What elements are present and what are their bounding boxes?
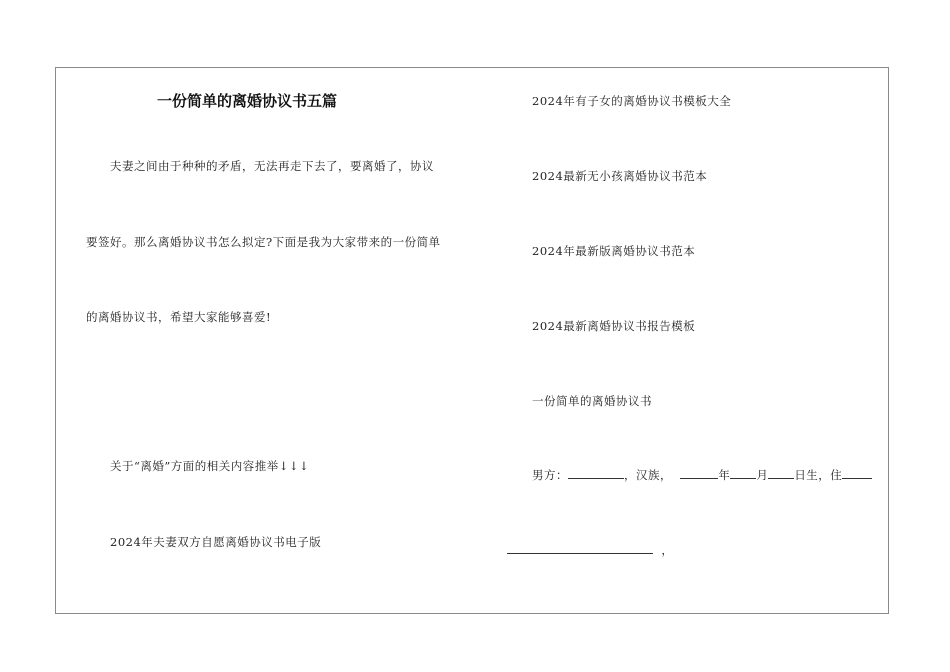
related-link-3[interactable]: 2024最新无小孩离婚协议书范本 bbox=[532, 169, 708, 183]
ethnicity-text: ，汉族， bbox=[624, 468, 672, 482]
year-label: 年 bbox=[718, 468, 731, 482]
male-label: 男方： bbox=[532, 468, 568, 482]
address-continuation-line bbox=[507, 542, 673, 558]
intro-line-2: 要签好。那么离婚协议书怎么拟定?下面是我为大家带来的一份简单 bbox=[86, 235, 441, 249]
document-title: 一份简单的离婚协议书五篇 bbox=[157, 92, 338, 110]
section-title: 一份简单的离婚协议书 bbox=[532, 394, 652, 408]
intro-line-3: 的离婚协议书，希望大家能够喜爱! bbox=[86, 310, 272, 324]
address-blank bbox=[842, 468, 872, 479]
related-link-2[interactable]: 2024年有子女的离婚协议书模板大全 bbox=[532, 94, 732, 108]
name-blank bbox=[568, 468, 624, 479]
trailing-comma: ， bbox=[661, 543, 674, 557]
male-party-line bbox=[532, 467, 872, 483]
born-label: 日生，住 bbox=[794, 468, 843, 482]
related-link-5[interactable]: 2024最新离婚协议书报告模板 bbox=[532, 319, 696, 333]
intro-line-1: 夫妻之间由于种种的矛盾，无法再走下去了，要离婚了，协议 bbox=[110, 159, 434, 173]
address-continuation-blank bbox=[507, 543, 653, 554]
year-blank bbox=[680, 468, 718, 479]
related-heading: 关于“离婚”方面的相关内容推举↓↓↓ bbox=[110, 459, 310, 473]
day-blank bbox=[768, 468, 794, 479]
related-link-4[interactable]: 2024年最新版离婚协议书范本 bbox=[532, 244, 696, 258]
month-label: 月 bbox=[756, 468, 769, 482]
month-blank bbox=[730, 468, 756, 479]
page-frame bbox=[55, 67, 889, 614]
related-link-1[interactable]: 2024年夫妻双方自愿离婚协议书电子版 bbox=[110, 535, 322, 549]
